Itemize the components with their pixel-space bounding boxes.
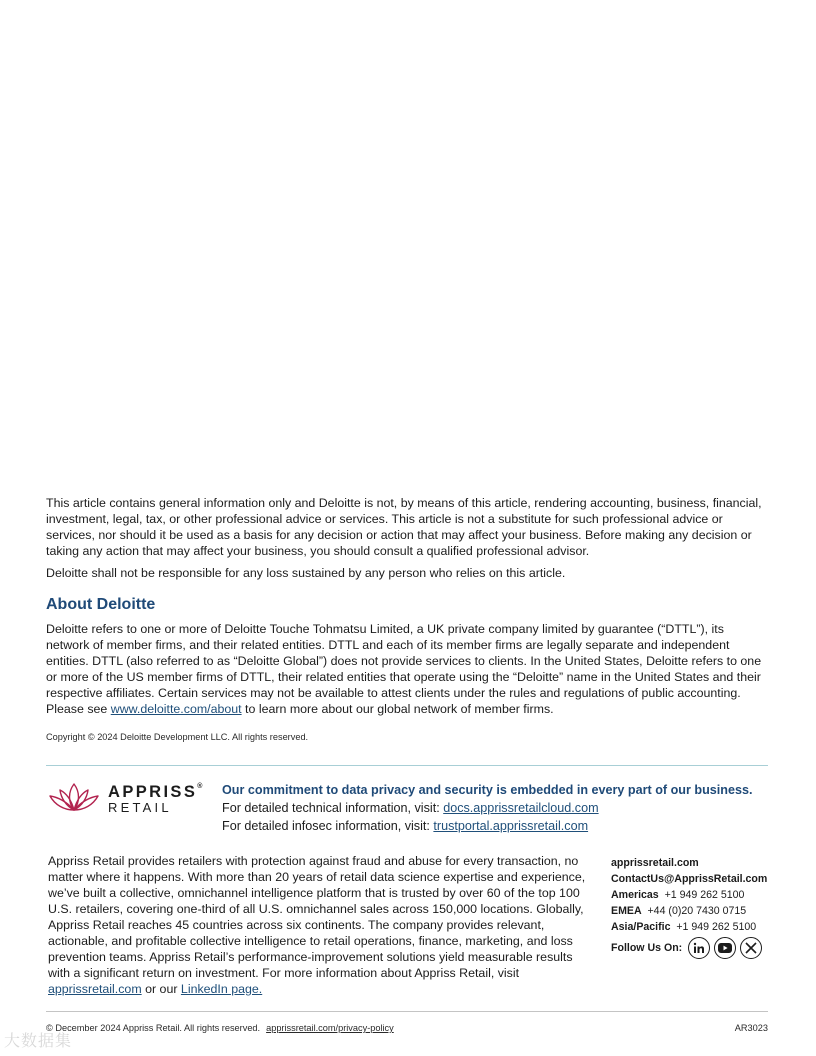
linkedin-icon[interactable] (688, 937, 710, 959)
footer-copyright: © December 2024 Appriss Retail. All rights reserved. (46, 1023, 261, 1033)
footer-left (46, 1023, 394, 1033)
contact-info (611, 855, 781, 959)
about-body (46, 621, 770, 717)
about-text-end: to learn more about our global network of member firms. (241, 702, 554, 716)
deloitte-copyright: Copyright © 2024 Deloitte Development LLC. All rights reserved. (46, 732, 309, 742)
logo-wordmark: APPRISS® (108, 783, 203, 801)
website-text: apprissretail.com (611, 857, 699, 869)
americas-phone: Americas +1 949 262 5100 (611, 889, 745, 901)
follow-label: Follow Us On: (611, 942, 683, 954)
privacy-policy-link[interactable]: apprissretail.com/privacy-policy (266, 1023, 394, 1033)
docs-link[interactable]: docs.apprissretailcloud.com (443, 801, 599, 815)
company-description: Appriss Retail provides retailers with protection against fraud and abuse for every transaction, no matter where it happens. With more than 20 years of retail data science expertise and experience, we’ve built a collective, omnichannel intelligence platform that is trusted by over 60 of the top 100 U.S. retailers, covering one-third of all U.S. omnichannel sales across 150,000 locations. Globally, Appriss Retail reaches 45 countries across six continents. The company provides relevant, actionable, and profitable collective intelligence to retail operations, finance, marketing, and loss prevention teams. Appriss Retail’s performance-improvement solutions yield measurable results with a significant return on investment. For more information about Appriss Retail, visit apprissretail.com or our LinkedIn page. (48, 854, 586, 996)
page-footer (46, 1023, 768, 1033)
linkedin-page-link[interactable]: LinkedIn page. (180, 982, 263, 996)
social-links (611, 937, 781, 959)
infosec-info-line: For detailed infosec information, visit: trustportal.apprissretail.com (222, 819, 589, 833)
commitment-heading: Our commitment to data privacy and security is embedded in every part of our business. (222, 783, 753, 797)
x-twitter-icon[interactable] (740, 937, 762, 959)
youtube-icon[interactable] (714, 937, 736, 959)
technical-info-line: For detailed technical information, visit: docs.apprissretailcloud.com (222, 801, 599, 815)
apac-phone: Asia/Pacific +1 949 262 5100 (611, 921, 757, 933)
disclaimer-paragraph: This article contains general information only and Deloitte is not, by means of this article, rendering accounting, business, financial, investment, legal, tax, or other professional advice or services. This article is not a substitute for such professional advice or services, nor should it be used as a basis for any decision or action that may affect your business. Before making any decision or taking any action that may affect your business, you should consult a qualified professional advisor. (46, 496, 762, 558)
appriss-retail-logo (48, 780, 208, 816)
about-text: Deloitte refers to one or more of Deloitte Touche Tohmatsu Limited, a UK private company limited by guarantee (“DTTL”), its network of member firms, and their related entities. DTTL and each of its member firms are legally separate and independent entities. DTTL (also referred to as “Deloitte Global”) does not provide services to clients. In the United States, Deloitte refers to one or more of the US member firms of DTTL, their related entities that operate using the “Deloitte” name in the United States and their respective affiliates. Certain services may not be available to attest clients under the rules and regulations of public accounting. Please see (46, 622, 762, 716)
lotus-logo-icon (48, 782, 100, 814)
document-code: AR3023 (734, 1023, 768, 1033)
apprissretail-link[interactable]: apprissretail.com (48, 982, 142, 996)
footer-divider (46, 1011, 768, 1012)
privacy-commitment (222, 781, 782, 835)
disclaimer (46, 495, 770, 587)
deloitte-about-link[interactable]: www.deloitte.com/about (110, 702, 242, 716)
about-heading: About Deloitte (46, 596, 156, 613)
emea-phone: EMEA +44 (0)20 7430 0715 (611, 905, 747, 917)
disclaimer-liability: Deloitte shall not be responsible for any loss sustained by any person who relies on this article. (46, 566, 566, 580)
divider (46, 765, 768, 766)
trustportal-link[interactable]: trustportal.apprissretail.com (433, 819, 589, 833)
logo-subtitle: RETAIL (108, 800, 172, 815)
watermark: 大数据集 (4, 1033, 73, 1050)
email-text: ContactUs@ApprissRetail.com (611, 873, 768, 885)
